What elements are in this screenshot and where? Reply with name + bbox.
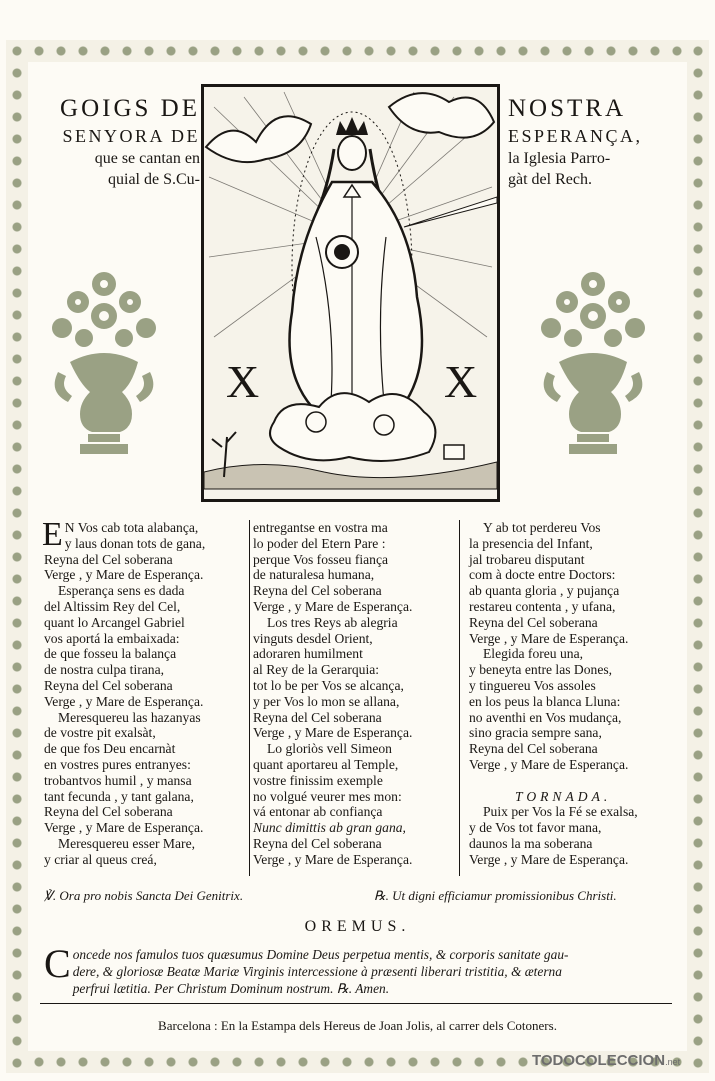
woodcut-letter-left: X (226, 356, 260, 407)
verse-line: trobantvos humil , y mansa (44, 772, 192, 788)
verse-line: la presencia del Infant, (469, 535, 593, 551)
verse-line: Verge , y Mare de Esperança. (469, 851, 629, 867)
verse-line: Reyna del Cel soberana (253, 835, 382, 851)
verse-line: tant fecunda , y tant galana, (44, 788, 194, 804)
verse-line: de nostra culpa tirana, (44, 662, 165, 678)
title-line-2: SENYORA DE (62, 126, 200, 146)
flower-vase-left-ornament (48, 262, 160, 462)
verse-line: restareu contenta , y ufana, (469, 598, 616, 614)
prayer-line: perfrui lætitia. Per Christum Dominum nostrum. ℞. Amen. (72, 981, 390, 996)
verse-line: vos aportá la embaixada: (44, 630, 180, 646)
verse-line: Lo gloriòs vell Simeon (267, 741, 392, 757)
verse-column-2 (253, 520, 453, 868)
verse-line: com à docte entre Doctors: (469, 567, 616, 583)
verse-line: N Vos cab tota alabança, (64, 520, 199, 535)
tornada-heading: TORNADA. (515, 788, 612, 804)
verse-line: Verge , y Mare de Esperança. (44, 820, 204, 836)
flower-vase-icon (537, 262, 649, 462)
verse-line: quant lo Arcangel Gabriel (44, 614, 185, 630)
title-line-1: GOIGS DE (60, 95, 200, 122)
verse-line: de vostre pit exalsàt, (44, 725, 156, 741)
verse-line: daunos la ma soberana (469, 835, 593, 851)
verse-line: no aventhi en Vos mudança, (469, 709, 622, 725)
verse-line: perque Vos fosseu fiança (253, 551, 389, 567)
verse-line: de que fosseu la balança (44, 646, 177, 662)
column-divider (459, 520, 460, 876)
verse-line: Reyna del Cel soberana (253, 583, 382, 599)
verse-line: Reyna del Cel soberana (44, 551, 173, 567)
prayer-line: oncede nos famulos tuos quæsumus Domine Deus perpetua mentis, & corporis sanitate gau- (72, 947, 569, 962)
printer-imprint: Barcelona : En la Estampa dels Hereus de Joan Jolis, al carrer dels Cotoners. (158, 1018, 557, 1033)
verse-columns (42, 516, 674, 876)
column-divider (249, 520, 250, 876)
title-left (30, 94, 200, 190)
border-top (6, 40, 709, 62)
verse-line: tot lo be per Vos se alcança, (253, 677, 404, 693)
verse-line: Verge , y Mare de Esperança. (469, 756, 629, 772)
verse-line: Reyna del Cel soberana (469, 614, 598, 630)
title-right (508, 94, 688, 190)
verse-line: Elegida foreu una, (483, 646, 584, 662)
verse-line: Verge , y Mare de Esperança. (253, 851, 413, 867)
verse-line: de naturalesa humana, (253, 567, 375, 583)
verse-spacer (469, 773, 679, 789)
prayer-line: dere, & gloriosæ Beatæ Mariæ Virginis intercessione à præsenti liberari tristitia, & æterna (72, 964, 562, 979)
verse-line: Los tres Reys ab alegria (267, 614, 398, 630)
verse-line: vá entonar ab confiança (253, 804, 383, 820)
verse-line: y per Vos lo mon se allana, (253, 693, 400, 709)
title-line-2-right: ESPERANÇA, (508, 126, 643, 146)
verse-column-3 (469, 520, 679, 868)
verse-column-1 (42, 516, 249, 868)
flower-vase-right-ornament (537, 262, 649, 462)
verse-line: Reyna del Cel soberana (44, 804, 173, 820)
verse-line: y de Vos tot favor mana, (469, 820, 602, 836)
verse-line: Verge , y Mare de Esperança. (253, 725, 413, 741)
response: ℞. Ut digni efficiamur promissionibus Christi. (374, 888, 617, 903)
title-line-1-right: NOSTRA (508, 95, 627, 122)
versicle-line (44, 888, 674, 904)
verse-line: y criar al queus creá, (44, 851, 157, 867)
verse-line: vostre finissim exemple (253, 772, 383, 788)
virgin-woodcut (201, 84, 500, 502)
verse-line: quant aportareu al Temple, (253, 756, 399, 772)
watermark-text: TODOCOLECCION (532, 1052, 666, 1069)
verse-line: Puix per Vos la Fé se exalsa, (483, 804, 638, 820)
versicle: ℣. Ora pro nobis Sancta Dei Genitrix. (44, 888, 244, 903)
verse-line: Verge , y Mare de Esperança. (44, 693, 204, 709)
drop-cap: E (42, 516, 63, 553)
watermark (532, 1052, 680, 1069)
verse-line: Reyna del Cel soberana (469, 741, 598, 757)
virgin-illustration (204, 87, 497, 499)
title-line-4-right: gàt del Rech. (508, 171, 592, 188)
watermark-suffix: .net (665, 1057, 681, 1067)
verse-line: entregantse en vostra ma (253, 520, 388, 535)
verse-line: Verge , y Mare de Esperança. (44, 567, 204, 583)
verse-line: y tinguereu Vos assoles (469, 677, 596, 693)
verse-line: no volgué veurer mes mon: (253, 788, 402, 804)
title-line-3-right: la Iglesia Parro- (508, 150, 611, 167)
verse-line: jal trobareu disputant (469, 551, 585, 567)
title-line-3: que se cantan en (94, 150, 200, 167)
verse-line: Verge , y Mare de Esperança. (253, 598, 413, 614)
verse-line: del Altissim Rey del Cel, (44, 598, 181, 614)
verse-line: Meresquereu esser Mare, (58, 835, 196, 851)
title-line-4: quial de S.Cu- (108, 171, 200, 188)
verse-line: al Rey de la Gerarquia: (253, 662, 380, 678)
drop-cap: C (44, 941, 71, 986)
verse-line: vinguts desdel Orient, (253, 630, 373, 646)
verse-line: en los peus la blanca Lluna: (469, 693, 621, 709)
verse-line: y laus donan tots de gana, (64, 535, 206, 551)
woodcut-letter-right: X (444, 356, 478, 407)
verse-line: Meresquereu las hazanyas (58, 709, 201, 725)
divider-rule (40, 1003, 672, 1004)
verse-line: lo poder del Etern Pare : (253, 535, 386, 551)
verse-line: Y ab tot perdereu Vos (483, 520, 601, 535)
prayer-text (44, 941, 674, 997)
verse-line: Reyna del Cel soberana (253, 709, 382, 725)
verse-line: Verge , y Mare de Esperança. (469, 630, 629, 646)
verse-line: de que fos Deu encarnàt (44, 741, 176, 757)
verse-line: adoraren humilment (253, 646, 363, 662)
verse-line: Reyna del Cel soberana (44, 677, 173, 693)
flower-vase-icon (48, 262, 160, 462)
verse-line: sino gracia sempre sana, (469, 725, 602, 741)
verse-line: ab quanta gloria , y pujança (469, 583, 620, 599)
verse-line: Nunc dimittis ab gran gana, (253, 820, 406, 836)
verse-line: y beneyta entre las Dones, (469, 662, 613, 678)
verse-line: Esperança sens es dada (58, 583, 185, 599)
oremus-heading: OREMUS. (304, 918, 411, 935)
verse-line: en vostres pures entranyes: (44, 756, 191, 772)
